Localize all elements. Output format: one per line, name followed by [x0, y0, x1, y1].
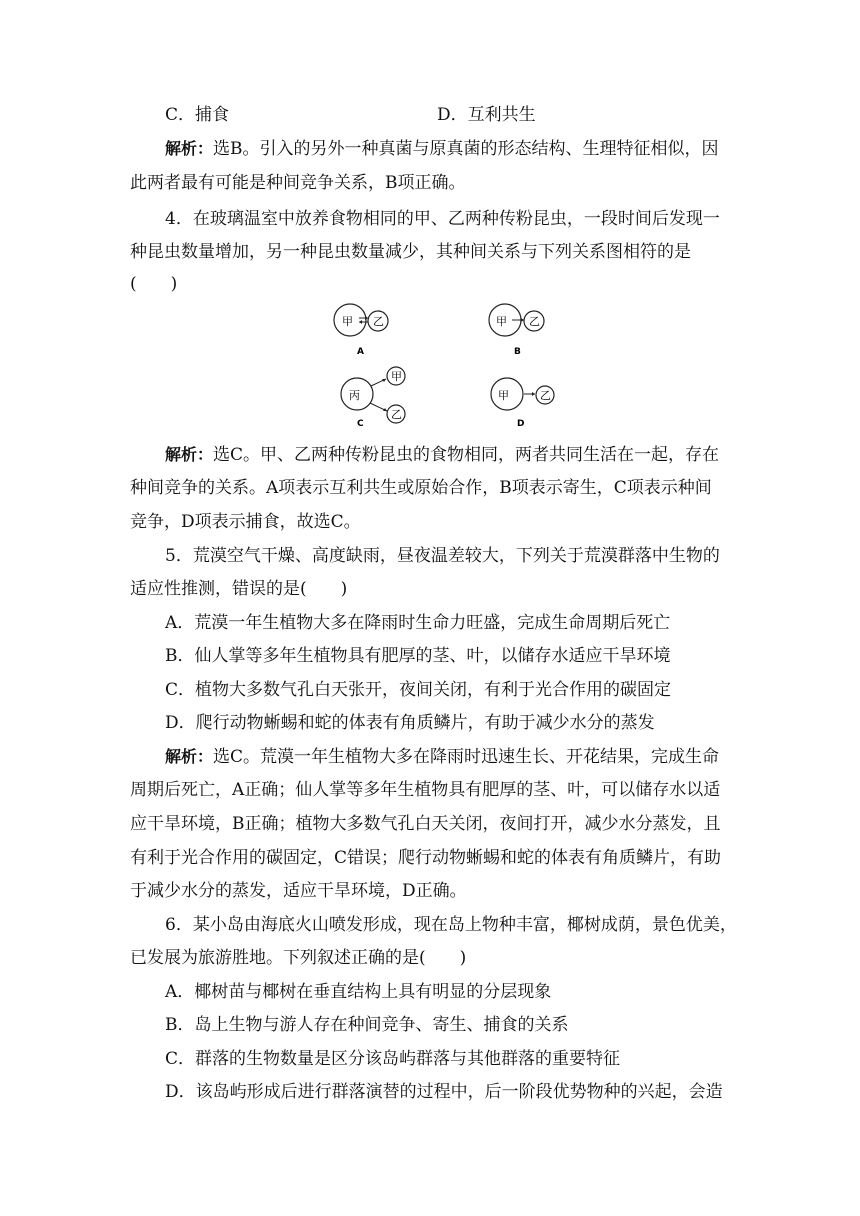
analysis-text: 选C。甲、乙两种传粉昆虫的食物相同，两者共同生活在一起，存在 [213, 445, 720, 465]
text-line: 竞争，D项表示捕食，故选C。 [130, 512, 361, 532]
diagram-c-letter: C [357, 419, 364, 429]
option-d-mutualism: D．互利共生 [437, 105, 536, 125]
question-6-line: 已发展为旅游胜地。下列叙述正确的是( ) [130, 948, 467, 968]
diagram-a [330, 300, 400, 362]
label-yi: 乙 [391, 408, 402, 421]
text-line: 种间竞争的关系。A项表示互利共生或原始合作，B项表示寄生，C项表示种间 [130, 478, 712, 498]
option-b: B．岛上生物与游人存在种间竞争、寄生、捕食的关系 [165, 1015, 569, 1035]
label-yi: 乙 [529, 315, 540, 328]
text-line: 于减少水分的蒸发，适应干旱环境，D正确。 [130, 881, 467, 901]
question-4-blank: ( ) [130, 274, 178, 294]
diagram-d [485, 372, 565, 430]
label-jia: 甲 [498, 389, 509, 402]
question-4-line: 种昆虫数量增加，另一种昆虫数量减少，其种间关系与下列关系图相符的是 [130, 242, 691, 262]
text-line: 周期后死亡，A正确；仙人掌等多年生植物具有肥厚的茎、叶，可以储存水以适 [130, 780, 721, 800]
analysis-line [165, 745, 719, 769]
analysis-label: 解析： [165, 445, 214, 464]
analysis-text: 选C。荒漠一年生植物大多在降雨时迅速生长、开花结果，完成生命 [213, 747, 720, 767]
question-4-line: 4．在玻璃温室中放养食物相同的甲、乙两种传粉昆虫，一段时间后发现一 [165, 209, 720, 229]
option-d: D．爬行动物蜥蜴和蛇的体表有角质鳞片，有助于减少水分的蒸发 [165, 713, 655, 733]
diagram-d-letter: D [517, 419, 525, 429]
option-a: A．荒漠一年生植物大多在降雨时生命力旺盛，完成生命周期后死亡 [165, 613, 671, 633]
text-line: 应干旱环境，B正确；植物大多数气孔白天关闭，夜间打开，减少水分蒸发，且 [130, 814, 721, 834]
question-5-line: 适应性推测，错误的是( ) [130, 579, 348, 599]
analysis-line [165, 137, 719, 161]
label-bing: 丙 [349, 389, 360, 402]
question-5-line: 5．荒漠空气干燥、高度缺雨，昼夜温差较大，下列关于荒漠群落中生物的 [165, 546, 720, 566]
analysis-line [165, 443, 719, 467]
option-c: C．群落的生物数量是区分该岛屿群落与其他群落的重要特征 [165, 1049, 621, 1069]
analysis-label: 解析： [165, 747, 214, 766]
label-jia: 甲 [391, 370, 402, 383]
label-jia: 甲 [496, 315, 507, 328]
diagram-a-letter: A [357, 347, 364, 357]
diagram-b-letter: B [514, 347, 521, 357]
option-b: B．仙人掌等多年生植物具有肥厚的茎、叶，以储存水适应干旱环境 [165, 646, 671, 666]
text-line: 有利于光合作用的碳固定，C错误；爬行动物蜥蜴和蛇的体表有角质鳞片，有助 [130, 848, 722, 868]
analysis-text: 选B。引入的另外一种真菌与原真菌的形态结构、生理特征相似，因 [213, 139, 719, 159]
option-a: A．椰树苗与椰树在垂直结构上具有明显的分层现象 [165, 982, 552, 1002]
diagram-c [330, 362, 410, 430]
option-c: C．植物大多数气孔白天张开，夜间关闭，有利于光合作用的碳固定 [165, 680, 672, 700]
option-c-predation: C．捕食 [165, 105, 230, 125]
analysis-label: 解析： [165, 139, 214, 158]
diagram-b [485, 300, 555, 362]
label-jia: 甲 [342, 315, 353, 328]
label-yi: 乙 [373, 315, 384, 328]
text-line: 此两者最有可能是种间竞争关系，B项正确。 [130, 173, 466, 193]
label-yi: 乙 [540, 389, 551, 402]
option-d: D．该岛屿形成后进行群落演替的过程中，后一阶段优势物种的兴起，会造 [165, 1082, 723, 1102]
question-6-line: 6．某小岛由海底火山喷发形成，现在岛上物种丰富，椰树成荫，景色优美， [165, 915, 737, 935]
